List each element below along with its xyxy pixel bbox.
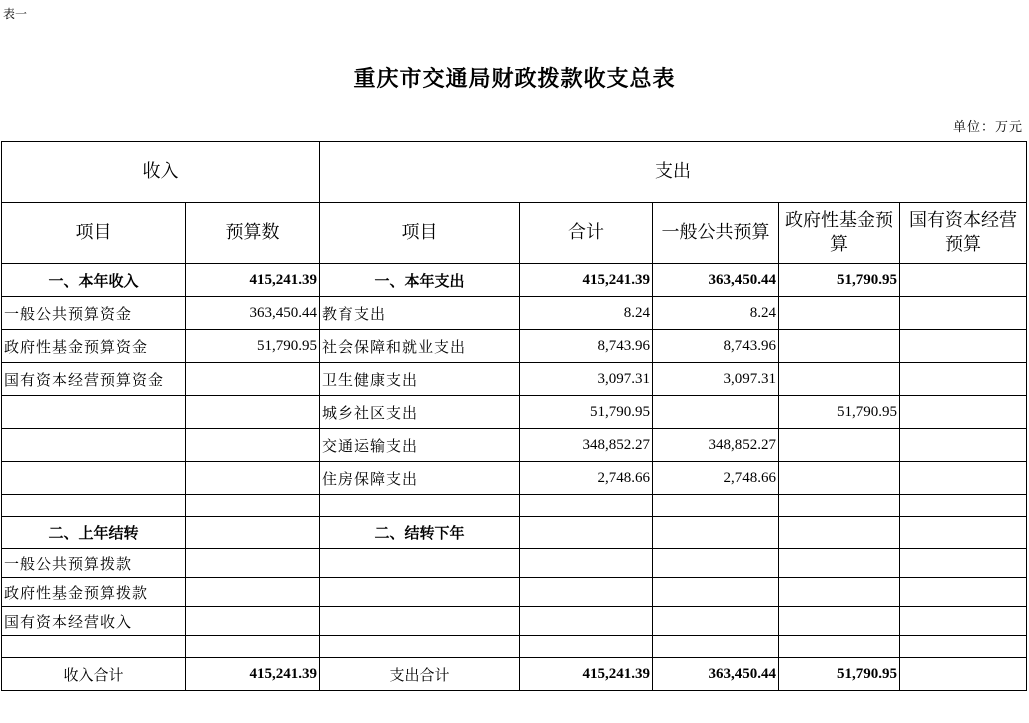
state-capital-cell [900,517,1027,549]
income-item-label: 政府性基金预算拨款 [2,578,186,607]
expense-item-label: 住房保障支出 [320,462,520,495]
income-item-label [2,495,186,517]
gov-fund-cell [779,429,900,462]
state-capital-cell [900,429,1027,462]
table-row [2,297,1027,330]
totals-row [2,658,1027,691]
gov-fund-cell: 51,790.95 [779,658,900,691]
income-item-label: 国有资本经营预算资金 [2,363,186,396]
expense-item-label: 城乡社区支出 [320,396,520,429]
expense-item-label: 卫生健康支出 [320,363,520,396]
total-cell: 415,241.39 [520,264,653,297]
gov-fund-header: 政府性基金预算 [779,203,900,264]
total-cell [520,636,653,658]
income-item-label: 政府性基金预算资金 [2,330,186,363]
income-amount [186,462,320,495]
expense-section-label: 二、结转下年 [320,517,520,549]
general-public-cell [653,549,779,578]
table-row [2,429,1027,462]
table-row [2,396,1027,429]
state-capital-cell [900,495,1027,517]
unit-label: 单位：万元 [952,120,1023,135]
table-row [2,495,1027,517]
general-public-cell [653,607,779,636]
gov-fund-cell [779,363,900,396]
gov-fund-cell [779,607,900,636]
total-cell: 2,748.66 [520,462,653,495]
table-row [2,549,1027,578]
income-item-label: 一般公共预算资金 [2,297,186,330]
general-public-cell: 2,748.66 [653,462,779,495]
income-amount: 363,450.44 [186,297,320,330]
table-row [2,264,1027,297]
income-amount [186,429,320,462]
general-public-cell [653,636,779,658]
total-header: 合计 [520,203,653,264]
income-amount [186,578,320,607]
income-section-label: 二、上年结转 [2,517,186,549]
gov-fund-cell [779,549,900,578]
income-total-amount: 415,241.39 [186,658,320,691]
general-public-cell: 8.24 [653,297,779,330]
state-capital-cell [900,396,1027,429]
income-amount [186,363,320,396]
income-total-label: 收入合计 [2,658,186,691]
expense-item-label [320,549,520,578]
income-section-label: 一、本年收入 [2,264,186,297]
table-row [2,578,1027,607]
general-public-cell [653,396,779,429]
gov-fund-cell [779,517,900,549]
expense-header: 支出 [320,142,1027,203]
state-capital-cell [900,607,1027,636]
expense-item-label [320,607,520,636]
state-capital-cell [900,363,1027,396]
expense-section-label: 一、本年支出 [320,264,520,297]
state-capital-cell [900,297,1027,330]
total-cell [520,578,653,607]
general-public-cell: 363,450.44 [653,658,779,691]
table-row [2,607,1027,636]
income-item-label [2,636,186,658]
general-public-cell [653,517,779,549]
income-amount [186,396,320,429]
total-cell: 8.24 [520,297,653,330]
total-cell: 51,790.95 [520,396,653,429]
expense-item-label [320,636,520,658]
income-item-label: 一般公共预算拨款 [2,549,186,578]
income-amount [186,636,320,658]
income-amount: 415,241.39 [186,264,320,297]
total-cell: 3,097.31 [520,363,653,396]
table-row [2,636,1027,658]
total-cell: 8,743.96 [520,330,653,363]
total-cell: 415,241.39 [520,658,653,691]
income-amount [186,495,320,517]
state-capital-cell [900,578,1027,607]
general-public-cell: 3,097.31 [653,363,779,396]
income-item-label [2,462,186,495]
budget-table [1,141,1027,691]
gov-fund-cell [779,495,900,517]
expense-total-label: 支出合计 [320,658,520,691]
table-row [2,462,1027,495]
document-title: 重庆市交通局财政拨款收支总表 [353,66,676,92]
income-header: 收入 [2,142,320,203]
gov-fund-cell [779,636,900,658]
state-capital-cell [900,636,1027,658]
budget-amount-header: 预算数 [186,203,320,264]
header-row-columns [2,203,1027,264]
expense-item-label [320,578,520,607]
expense-item-label [320,495,520,517]
income-item-label [2,429,186,462]
total-cell [520,549,653,578]
general-public-cell: 348,852.27 [653,429,779,462]
state-capital-cell [900,549,1027,578]
gov-fund-cell [779,462,900,495]
expense-item-header: 项目 [320,203,520,264]
table-row [2,330,1027,363]
general-public-header: 一般公共预算 [653,203,779,264]
total-cell: 348,852.27 [520,429,653,462]
state-capital-cell [900,462,1027,495]
gov-fund-cell [779,297,900,330]
state-capital-header: 国有资本经营预算 [900,203,1027,264]
expense-item-label: 社会保障和就业支出 [320,330,520,363]
gov-fund-cell: 51,790.95 [779,264,900,297]
general-public-cell [653,578,779,607]
state-capital-cell [900,330,1027,363]
total-cell [520,495,653,517]
expense-item-label: 教育支出 [320,297,520,330]
total-cell [520,517,653,549]
state-capital-cell [900,264,1027,297]
gov-fund-cell: 51,790.95 [779,396,900,429]
expense-item-label: 交通运输支出 [320,429,520,462]
general-public-cell [653,495,779,517]
income-item-header: 项目 [2,203,186,264]
income-amount: 51,790.95 [186,330,320,363]
state-capital-cell [900,658,1027,691]
table-row [2,363,1027,396]
income-item-label: 国有资本经营收入 [2,607,186,636]
general-public-cell: 8,743.96 [653,330,779,363]
general-public-cell: 363,450.44 [653,264,779,297]
gov-fund-cell [779,330,900,363]
table-row [2,517,1027,549]
income-item-label [2,396,186,429]
total-cell [520,607,653,636]
table-number: 表一 [3,7,28,21]
income-amount [186,607,320,636]
gov-fund-cell [779,578,900,607]
header-row-top [2,142,1027,203]
income-amount [186,549,320,578]
income-amount [186,517,320,549]
